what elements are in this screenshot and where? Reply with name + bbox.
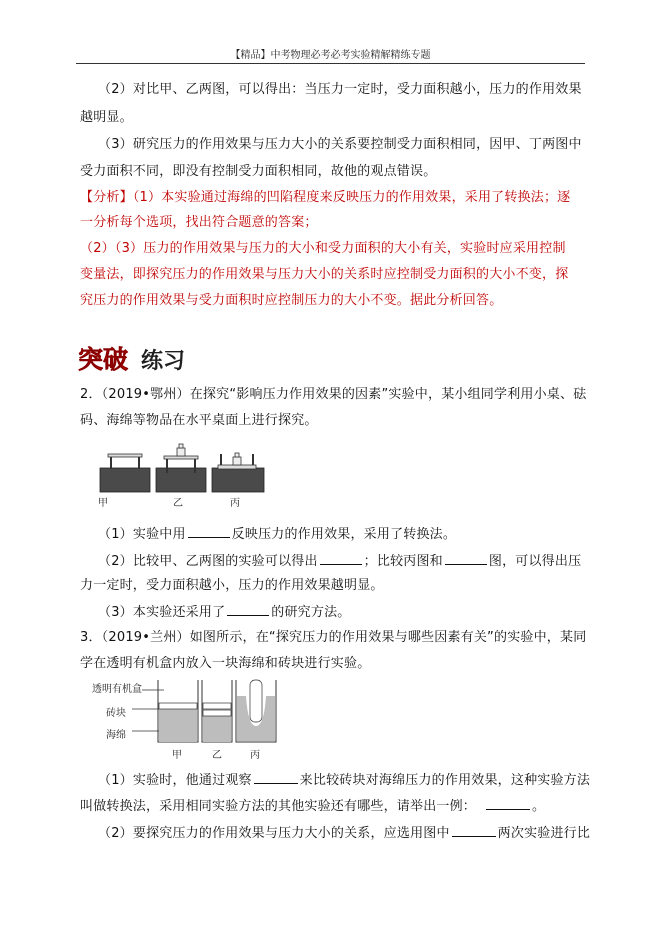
q2-blank-4[interactable] <box>227 601 269 616</box>
q3-label-box: 透明有机盒 <box>92 684 142 695</box>
q3-part-2 <box>98 822 590 844</box>
q2-p2-pre: （2）比较甲、乙两图的实验可以得出 <box>98 554 318 569</box>
section-title <box>78 343 198 373</box>
q2-figure <box>98 442 268 508</box>
q2-fig-label-c: 丙 <box>230 498 240 509</box>
section-title-art <box>78 343 198 373</box>
q3-line-2: 学在透明有机盒内放入一块海绵和砖块进行实验。 <box>80 656 371 671</box>
q2-part-1 <box>98 523 456 545</box>
q2-fig-label-b: 乙 <box>173 498 183 509</box>
q2-p2-post: 图，可以得出压 <box>488 554 582 569</box>
q3-label-brick: 砖块 <box>106 708 126 719</box>
q2-p1-post: 反映压力的作用效果，采用了转换法。 <box>231 527 457 542</box>
analysis-tag: 【分析】 <box>80 190 133 205</box>
analysis-line-1a <box>80 188 570 208</box>
q2-blank-1[interactable] <box>188 523 230 538</box>
q2-part-2-line-2: 力一定时，受力面积越小，压力的作用效果越明显。 <box>80 578 384 593</box>
q3-blank-3[interactable] <box>452 822 496 837</box>
analysis-line-1b: 一分析每个选项，找出符合题意的答案； <box>80 215 318 230</box>
q2-blank-3[interactable] <box>445 550 487 565</box>
q3-p2-pre: （2）要探究压力的作用效果与压力大小的关系，应选用图中 <box>98 826 450 841</box>
section-title-part-b: 练习 <box>141 349 186 373</box>
q3-p1-post: 来比较砖块对海绵压力的作用效果，这种实验方法 <box>299 773 591 788</box>
q3-fig-label-c: 丙 <box>250 750 260 761</box>
q3-figure-drawing <box>92 676 282 746</box>
answer-line-3b: 受力面积不同，即没有控制受力面积相同，故他的观点错误。 <box>80 164 437 179</box>
analysis-line-2b: 变量法，即探究压力的作用效果与压力大小的关系时应控制受力面积的大小不变，探 <box>80 267 569 282</box>
q2-fig-label-a: 甲 <box>98 498 108 509</box>
q3-figure <box>92 676 282 760</box>
q3-part-1-line-2 <box>80 795 545 817</box>
q3-part-1 <box>98 769 590 791</box>
section-title-part-a: 突破 <box>78 345 129 373</box>
q2-part-2 <box>98 550 581 572</box>
q3-label-sponge: 海绵 <box>106 730 126 741</box>
q3-fig-label-b: 乙 <box>212 750 222 761</box>
q3-blank-1[interactable] <box>254 769 298 784</box>
q2-p3-post: 的研究方法。 <box>271 605 351 620</box>
q2-line-1: 2．（2019•鄂州）在探究“影响压力作用效果的因素”实验中，某小组同学利用小桌、砝 <box>80 387 587 402</box>
analysis-text-1a: （1）本实验通过海绵的凹陷程度来反映压力的作用效果，采用了转换法；逐 <box>132 190 571 205</box>
q3-p1-pre: （1）实验时，他通过观察 <box>98 773 252 788</box>
q2-part-3 <box>98 601 350 623</box>
q3-fig-label-a: 甲 <box>172 750 182 761</box>
analysis-line-2c: 究压力的作用效果与受力面积时应控制压力的大小不变。据此分析回答。 <box>80 293 503 308</box>
answer-line-3a: （3）研究压力的作用效果与压力大小的关系要控制受力面积相同，因甲、丁两图中 <box>98 137 582 152</box>
q2-p2-mid: ；比较丙图和 <box>363 554 443 569</box>
q2-blank-2[interactable] <box>320 550 362 565</box>
q3-p2-post: 两次实验进行比 <box>497 826 591 841</box>
page-header: 【精品】中考物理必考必考实验精解精练专题 <box>230 50 431 61</box>
q2-p3-pre: （3）本实验还采用了 <box>98 605 226 620</box>
q2-p1-pre: （1）实验中用 <box>98 527 186 542</box>
answer-line-2a: （2）对比甲、乙两图，可以得出：当压力一定时，受力面积越小，压力的作用效果 <box>98 82 582 97</box>
q3-p1-line2-post: 。 <box>532 799 546 814</box>
answer-line-2b: 越明显。 <box>80 110 133 125</box>
q2-line-2: 码、海绵等物品在水平桌面上进行探究。 <box>80 413 318 428</box>
q3-p1-line2-pre: 叫做转换法，采用相同实验方法的其他实验还有哪些，请举出一例： <box>80 799 477 814</box>
q3-blank-2[interactable] <box>486 795 530 810</box>
q2-figure-drawing <box>98 442 268 494</box>
q3-line-1: 3．（2019•兰州）如图所示，在“探究压力的作用效果与哪些因素有关”的实验中，某同 <box>80 630 587 645</box>
header-divider <box>76 63 585 64</box>
analysis-line-2a: （2）（3）压力的作用效果与压力的大小和受力面积的大小有关，实验时应采用控制 <box>80 241 566 256</box>
